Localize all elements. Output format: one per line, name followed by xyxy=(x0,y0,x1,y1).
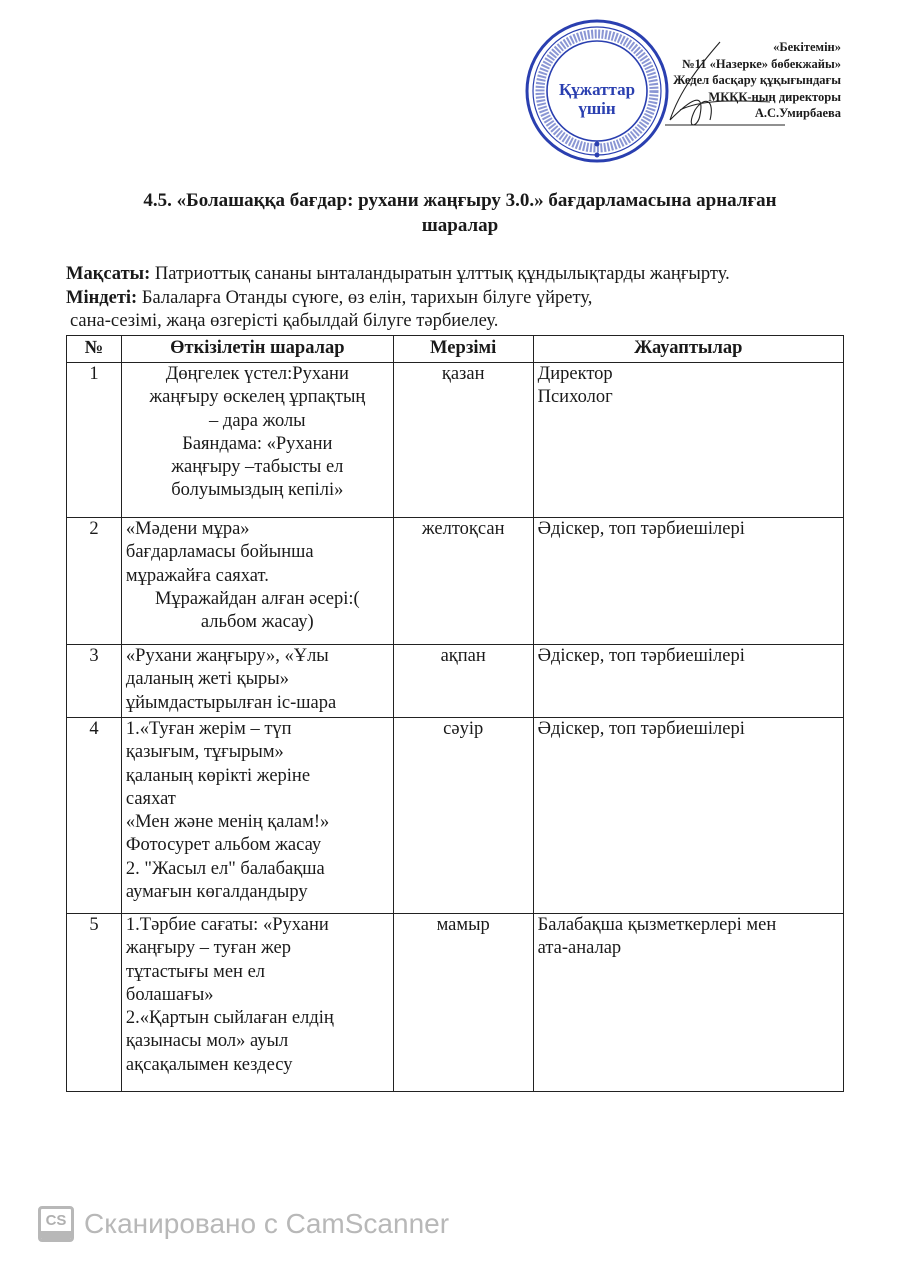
row-number: 5 xyxy=(67,914,122,1092)
stamp-text-line2: үшін xyxy=(578,99,616,118)
table-row xyxy=(67,363,844,518)
row-number: 1 xyxy=(67,363,122,518)
activity-line: аумағын көгалдандыру xyxy=(125,882,308,903)
stamp-text-line1: Құжаттар xyxy=(558,80,636,99)
approval-line: А.С.Умирбаева xyxy=(754,106,841,120)
responsible-line: Психолог xyxy=(537,387,613,408)
header-date: Мерзімі xyxy=(393,336,533,363)
approval-line: №11 «Назерке» бөбекжайы» xyxy=(682,56,841,71)
activity-line: ұйымдастырылған іс-шара xyxy=(125,692,337,713)
table-row xyxy=(67,518,844,645)
responsible-cell xyxy=(533,718,843,914)
activity-line: саяхат xyxy=(125,788,176,809)
activity-line: Фотосурет альбом жасау xyxy=(125,835,322,856)
goal-label: Мақсаты: xyxy=(66,264,151,284)
task-label: Міндеті: xyxy=(66,287,138,308)
table-row xyxy=(67,645,844,718)
responsible-line: Балабақша қызметкерлері мен xyxy=(537,915,777,935)
activity-line: «Мәдени мұра» xyxy=(125,519,250,539)
activity-cell xyxy=(121,363,393,518)
activity-line: 1.«Туған жерім – түп xyxy=(125,719,292,739)
camscanner-watermark xyxy=(38,1206,449,1242)
date-cell: ақпан xyxy=(393,645,533,718)
goal-text: Патриоттық сананы ынталандыратын ұлттық құндылықтарды жаңғырту. xyxy=(150,264,730,284)
header-responsible: Жауаптылар xyxy=(533,336,843,363)
header-number: № xyxy=(67,336,122,363)
activity-line: «Рухани жаңғыру», «Ұлы xyxy=(125,646,329,666)
activity-line: «Мен және менің қалам!» xyxy=(125,812,330,833)
activity-cell xyxy=(121,718,393,914)
responsible-line: ата-аналар xyxy=(537,938,622,959)
activity-line: даланың жеті қыры» xyxy=(125,669,289,690)
responsible-cell xyxy=(533,645,843,718)
title-line-2: шаралар xyxy=(421,215,499,236)
activity-cell xyxy=(121,914,393,1092)
activity-line: жаңғыру –табысты ел xyxy=(171,457,344,478)
activities-table xyxy=(66,335,844,1092)
table-row xyxy=(67,718,844,914)
activity-line: тұтастығы мен ел xyxy=(125,961,266,982)
responsible-line: Әдіскер, топ тәрбиешілері xyxy=(537,646,745,666)
date-cell: қазан xyxy=(393,363,533,518)
task-text: Балаларға Отанды сүюге, өз елін, тарихын білуге үйрету, xyxy=(137,287,593,308)
signature-icon xyxy=(660,40,790,135)
activity-line: бағдарламасы бойынша xyxy=(125,542,314,563)
row-number: 2 xyxy=(67,518,122,645)
activity-cell xyxy=(121,518,393,645)
date-cell: сәуір xyxy=(393,718,533,914)
activity-line: 2. "Жасыл ел" балабақша xyxy=(125,858,325,879)
official-stamp xyxy=(524,18,670,164)
table-header-row xyxy=(67,336,844,363)
watermark-text: Сканировано с CamScanner xyxy=(84,1208,450,1239)
header-activities: Өткізілетін шаралар xyxy=(121,336,393,363)
activity-line: болуымыздың кепілі» xyxy=(171,480,344,501)
activity-line: – дара жолы xyxy=(209,410,306,431)
title-line-1: 4.5. «Болашаққа бағдар: рухани жаңғыру 3.0.» бағдарламасына арналған xyxy=(143,190,777,211)
activity-line: Дөңгелек үстел:Рухани xyxy=(165,364,349,384)
responsible-cell xyxy=(533,914,843,1092)
activity-line: қазынасы мол» ауыл xyxy=(125,1031,289,1052)
activity-line: 1.Тәрбие сағаты: «Рухани xyxy=(125,915,329,935)
approval-line: «Бекітемін» xyxy=(773,40,841,54)
approval-line: Жедел басқару құқығындағы xyxy=(673,73,841,87)
goal-section xyxy=(66,263,856,334)
camscanner-logo-text: CS xyxy=(45,1211,67,1229)
activity-line: мұражайға саяхат. xyxy=(125,565,269,586)
activity-line: қаланың көрікті жеріне xyxy=(125,765,311,786)
responsible-line: Әдіскер, топ тәрбиешілері xyxy=(537,719,745,739)
date-cell: желтоқсан xyxy=(393,518,533,645)
responsible-line: Директор xyxy=(537,364,613,384)
row-number: 4 xyxy=(67,718,122,914)
document-title xyxy=(80,188,840,238)
activity-line: ақсақалымен кездесу xyxy=(125,1054,293,1075)
activity-line: жаңғыру өскелең ұрпақтың xyxy=(149,387,366,408)
task-line xyxy=(66,287,856,311)
task-line-2: сана-сезімі, жаңа өзгерісті қабылдай білуге тәрбиелеу. xyxy=(70,311,499,331)
activity-line: болашағы» xyxy=(125,984,214,1005)
camscanner-logo-icon xyxy=(38,1206,74,1242)
table-row xyxy=(67,914,844,1092)
approval-line: МКҚК-ның директоры xyxy=(708,89,841,104)
activity-line: қазығым, тұғырым» xyxy=(125,742,284,763)
activity-line: 2.«Қартын сыйлаған елдің xyxy=(125,1008,334,1029)
row-number: 3 xyxy=(67,645,122,718)
responsible-cell xyxy=(533,518,843,645)
responsible-cell xyxy=(533,363,843,518)
date-cell: мамыр xyxy=(393,914,533,1092)
responsible-line: Әдіскер, топ тәрбиешілері xyxy=(537,519,745,539)
activity-line: Мұражайдан алған әсері:( xyxy=(154,588,360,609)
activity-line: жаңғыру – туған жер xyxy=(125,938,291,959)
activity-line: альбом жасау) xyxy=(200,612,314,633)
activity-cell xyxy=(121,645,393,718)
goal-line xyxy=(66,263,856,287)
activity-line: Баяндама: «Рухани xyxy=(182,433,333,454)
